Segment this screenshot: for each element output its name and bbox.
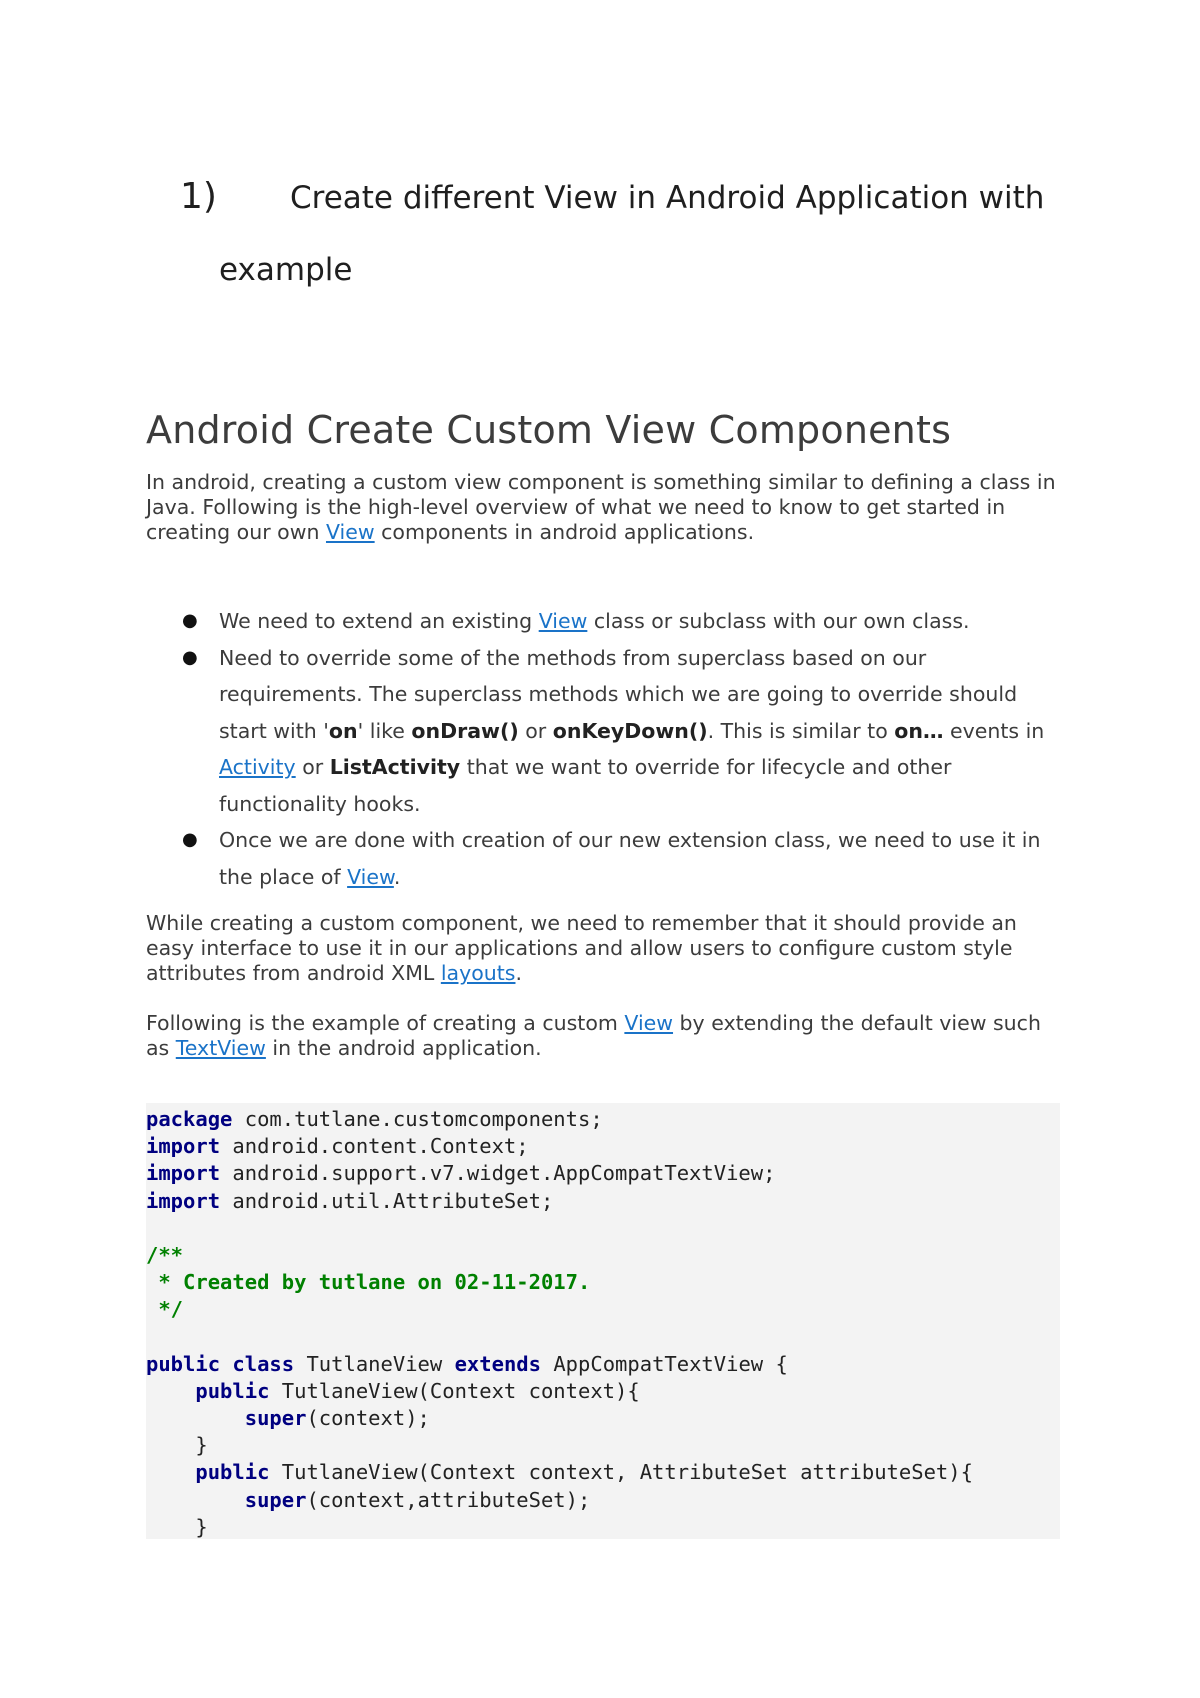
- code-text: [220, 1352, 232, 1376]
- code-line: [146, 1133, 1060, 1160]
- code-indent: [146, 1406, 245, 1430]
- code-text: android.util.AttributeSet;: [220, 1188, 554, 1213]
- code-keyword: super: [244, 1406, 307, 1431]
- code-text: android.content.Context;: [220, 1134, 529, 1159]
- bold-term: ListActivity: [329, 755, 461, 779]
- code-text: TutlaneView(Context context, AttributeSet attributeSet){: [269, 1460, 973, 1485]
- intro-text-end: components in android applications.: [374, 520, 755, 544]
- list-item: [146, 603, 1060, 640]
- textview-link[interactable]: TextView: [175, 1036, 266, 1060]
- intro-paragraph: [146, 470, 1060, 545]
- code-keyword: public: [195, 1460, 270, 1485]
- code-line: [146, 1351, 1060, 1378]
- code-keyword: import: [146, 1161, 221, 1186]
- code-keyword: class: [232, 1351, 295, 1376]
- question-title-line2: example: [219, 252, 353, 288]
- bullet-icon: ●: [182, 646, 198, 668]
- bullet-text: or: [295, 755, 330, 779]
- code-keyword: super: [244, 1487, 307, 1512]
- code-comment: */: [146, 1297, 184, 1322]
- code-keyword: public: [195, 1378, 270, 1403]
- bullet-text: Once we are done with creation of our new extension class, we need to use it in the place of: [219, 828, 1041, 889]
- code-text: TutlaneView(Context context){: [269, 1378, 640, 1403]
- bullet-text: events in: [943, 718, 1045, 743]
- bullet-icon: ●: [182, 829, 198, 850]
- code-text: TutlaneView: [294, 1351, 455, 1376]
- example-paragraph: [146, 1011, 1060, 1061]
- code-line: [146, 1459, 1060, 1486]
- code-indent: [146, 1488, 245, 1512]
- bullet-text: class or subclass with our own class.: [587, 609, 970, 633]
- code-text: com.tutlane.customcomponents;: [232, 1107, 603, 1131]
- intro-text: In android, creating a custom view component is something similar to defining a class in Java. Following is the high-level overview of what we need to know to get started in creating our own: [146, 470, 1056, 544]
- question-title-line1: Create different View in Android Application with: [290, 180, 1045, 216]
- bullet-text: or: [518, 718, 553, 743]
- bullet-text: that we want to override for lifecycle and other functionality hooks.: [219, 755, 952, 816]
- code-line-blank: [146, 1324, 1060, 1351]
- bullet-text: . This is similar to: [707, 718, 895, 743]
- code-line: [146, 1487, 1060, 1514]
- code-line: [146, 1106, 1060, 1133]
- bullet-list: [146, 603, 1060, 895]
- list-item: [146, 640, 1060, 823]
- code-indent: [146, 1460, 195, 1484]
- code-comment: /**: [146, 1242, 184, 1267]
- code-keyword: package: [146, 1107, 233, 1131]
- paragraph-text: by extending the default view such as: [146, 1011, 1041, 1060]
- code-comment: * Created by tutlane on 02-11-2017.: [146, 1270, 591, 1295]
- bold-term: onKeyDown(): [552, 718, 708, 743]
- article-title: Android Create Custom View Components: [146, 408, 952, 452]
- custom-component-paragraph: [146, 911, 1060, 986]
- code-indent: [146, 1379, 195, 1403]
- code-line: [146, 1188, 1060, 1215]
- bold-term: onDraw(): [411, 718, 519, 743]
- layouts-link[interactable]: layouts: [440, 961, 516, 985]
- paragraph-text: .: [515, 961, 523, 985]
- view-link[interactable]: View: [347, 864, 394, 889]
- code-keyword: public: [146, 1351, 221, 1376]
- code-text: (context,attributeSet);: [306, 1487, 591, 1512]
- paragraph-text: Following is the example of creating a custom: [146, 1011, 625, 1035]
- code-text: AppCompatTextView {: [540, 1351, 788, 1376]
- paragraph-text: While creating a custom component, we need to remember that it should provide an easy interface to use it in our applications and allow users to configure custom style attributes from android XML: [146, 911, 1017, 985]
- code-line: [146, 1405, 1060, 1432]
- bullet-text: .: [393, 864, 401, 889]
- code-line-blank: [146, 1215, 1060, 1242]
- activity-link[interactable]: Activity: [219, 755, 296, 779]
- bullet-text: We need to extend an existing: [219, 609, 539, 633]
- view-link[interactable]: View: [624, 1011, 674, 1035]
- list-item: [146, 822, 1060, 895]
- bullet-text: Need to override some of the methods from superclass based on our requirements. The superclass methods which we are going to override should start with ': [219, 645, 1018, 743]
- code-text: android.support.v7.widget.AppCompatTextView;: [220, 1161, 776, 1186]
- paragraph-text: in the android application.: [265, 1036, 542, 1060]
- code-keyword: import: [146, 1134, 221, 1159]
- bullet-text: ' like: [357, 718, 412, 743]
- bullet-icon: ●: [182, 610, 198, 631]
- article: [146, 408, 1060, 1539]
- code-text: (context);: [306, 1406, 430, 1431]
- code-block: [146, 1103, 1060, 1539]
- code-line: }: [146, 1514, 208, 1539]
- code-line: [146, 1160, 1060, 1187]
- code-keyword: extends: [454, 1351, 541, 1376]
- bold-term: on…: [894, 718, 944, 743]
- question-heading: [180, 176, 1044, 217]
- bold-term: on: [328, 718, 358, 743]
- view-link[interactable]: View: [538, 609, 588, 633]
- view-link[interactable]: View: [325, 520, 375, 544]
- code-line: [146, 1378, 1060, 1405]
- question-number: 1): [180, 176, 217, 217]
- code-line: }: [146, 1433, 208, 1458]
- code-keyword: import: [146, 1188, 221, 1213]
